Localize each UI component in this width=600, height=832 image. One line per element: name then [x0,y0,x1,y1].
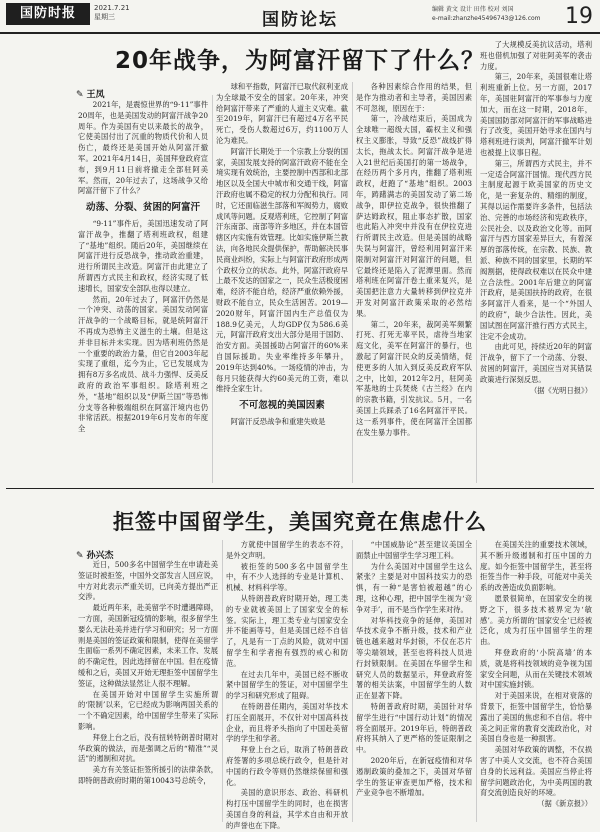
paragraph: 拜登政府的‘小院高墙’的本质，就是将科技领域的竞争视为国家安全问题，从而在关键技术领域对中国实施封锁。 [480,647,592,690]
article-separator [6,488,594,489]
article2-column-3 [356,540,472,822]
paragraph: 2020年后，在新冠疫情和对华遏制政策的叠加之下，美国对华留学生的签证审查更加严格，技术和产业竞争也不断增加。 [356,755,472,798]
section-title: 国防论坛 [262,10,338,30]
paragraph: 第一，冷战结束后，美国成为全球唯一超级大国，霸权主义和强权主义膨胀，导致“反恐”战线扩得太长，拖战太长。阿富汗战争是进入21世纪后美国打的第一场战争，在经历两个多月内，推翻了塔利班政权，赶跑了“基地”组织。2003年，踌躇满志的美国发动了第二场战争，即伊拉克战争，很快推翻了萨达姆政权，阻止事态扩散，国家也此陷入冲突中并没有在伊拉克进行所谓民主改造。但是美国的战略失误与阿富汗，曾经利用阿富汗来限制对阿富汗对阿富汗的问题，但它最终还是陷入了泥潭里面。然而塔利班在阿富汗卷土重来复兴，是美国把注意力大量转移到伊拉克并开发对阿富汗政策采取的必然结果。 [356,114,472,318]
paragraph: 第二，20年来，裁阿美军频繁打死、打死无辜平民，虐待当地家庭文化，美军在阿富汗的暴行，也激起了阿富汗民众的反美情绪，促使更多的人加入到反美反政府军队之中，比如，2012年2月，驻阿美军基地的士兵焚烧《古兰经》在内的宗教书籍，引发抗议。5月，一名美国上兵踩杀了16名阿富汗平民。这一系列事件，使在阿富汗全国都在发生暴力事件。 [356,319,472,437]
subheading: 不可忽视的美国因素 [239,400,325,412]
paragraph: 最近两年来，赴美留学不时遭遇障碍，一方面，美国新冠疫情的影响，很多留学生要么无法赴美并进行学习和研究；另一方面则是美国的签证政策和限制，使得在美留学生面临一系列不确定因素，未来工作、发展的不确定性，因此选择留在中国。但在疫情缓和之后，美国又开始无理拒签中国留学生签证，这种做法显然让人很不理解。 [78,603,218,688]
paragraph: “中国威胁论”甚至建议美国全面禁止中国留学生学习理工科。 [356,540,472,560]
paragraph: 了大规模反美抗议活动，塔利班也借机加强了对驻阿美军的袭击力度。 [480,40,592,71]
paragraph: 特朗普政府时期，美国针对华留学生进行“中国行动计划”的情况将全面展开。2019年后，特朗普政府将其纳入了更严格的签证限制之中。 [356,701,472,755]
author-name: 王凤 [86,90,105,100]
column-divider [212,95,213,483]
paragraph: 在美国开始对中国留学生实施所谓的‘限制’以来，它已经成为影响两国关系的一个不确定因素，给中国留学生带来了实际影响。 [78,689,218,731]
paragraph: 愿景很简单，在国家安全的视野之下，很多技术被界定为‘敏感’。美方所谓的‘国家安全’已经被泛化，成为打压中国留学生的理由。 [480,593,592,647]
article1-column-1 [78,100,208,483]
paragraph: 球和平指数，阿富汗已取代叙利亚成为全球最不安全的国家。20年来，冲突给阿富汗带来了严重的人道主义灾难。截至2019年，阿富汗已有超过4万名平民死亡，受伤人数超过6万，约1100万人沦为难民。 [216,82,348,145]
paragraph: 各种因素综合作用的结果，但是作为推动者和主导者，美国因素不可忽视，原因在于： [356,82,472,113]
paragraph: 拜登上台之后，取消了特朗普政府签署的多项总统行政令，但是针对中国的行政令等则仍然继续保留和强化。 [226,745,348,787]
article2-title: 拒签中国留学生，美国究竟在焦虑什么 [113,510,487,534]
article1-title: 20年战争，为阿富汗留下了什么？ [114,48,485,74]
column-divider [222,540,223,822]
weekday-text: 星期三 [94,13,115,21]
editors-text: 编辑 黄文 设计 田伟 校对 刘国 [432,6,514,13]
paragraph: 对于美国来说，在相对衰落的背景下，拒签中国留学生，恰恰暴露出了美国的焦虑和不自信。将中美之间正常的教育交流政治化，对美国自身也是一种损害。 [480,691,592,744]
paragraph: 在过去几年中，美国已经不断收紧中国留学生的签证，对中国留学生的学习和研究形成了阻碍。 [226,669,348,701]
pen-icon: ✎ [76,90,84,100]
paragraph: 然而，20年过去了，阿富汗仍然是一个冲突、动荡的国家。美国发动阿富汗战争的一个战略目标，就是统阿富汗不再成为恐怖主义滋生的土壤。但是这并非目标并未实现。因为塔利班仍然是一个重要的政治力量，但它自2003年起实现了重组，迄今为止，它已发展成为拥有8万多名成员、战斗力强悍、反美反政府的政治军事组织。除塔利班之外，“基地”组织以及“伊斯兰国”等恐怖分支等各种极端组织在阿富汗境内也仍非常活跃。根据2019年6月发布的年度全 [78,294,208,434]
article2-column-2 [226,540,348,830]
editor-info [432,5,541,23]
paragraph: 在特朗普任期内，美国对华技术打压全面展开，不仅针对中国高科技企业，而且将矛头指向了中国赴美留学的学生和学者。 [226,701,348,744]
article2-column-4 [480,540,592,822]
paragraph: 美国的意识形态、政治、科研机构打压中国留学生的同时，也在损害美国自身的利益，其学术自由和开放的声誉也在下降。 [226,788,348,830]
paragraph: 美方有关签证拒签所援引的法律条款，即特朗普政府时期的第10043号总统令， [78,765,218,785]
paragraph: 近日，500多名中国留学生在申请赴美签证时被拒签，中国外交部发言人回应说，中方对此表示严重关切，已向美方提出严正交涉。 [78,560,218,602]
paragraph: “9·11”事件后，美国迅速发动了阿富汗战争，推翻了塔利班政权，组建了“基地”组织。随后20年，美国继续在阿富汗进行反恐战争，推动政治重建，进行所谓民主改造。阿富汗由此建立了所谓西方式民主和政权，经济实现了低速增长，国家安全部队也得以建立。 [78,218,208,293]
paragraph: 阿富汗长期处于一个宗教上分裂的国家，美国发展支持的阿富汗政府不能在全境实现有效统治，主要控制中西部和北部地区以及全国大中城市和交通干线，阿富汗政府也属不稳定的权力分配和执行。同时，它还面临滋生部落和军阀势力，腐败成风等问题。反观塔利班，它控制了阿富汗东南部、南部等许多地区，并在本国管辖区内实施有效管理。比如实施伊斯兰教法，向各地民众提供保护，帮助解决民事民商业纠纷，实际上与阿富汗政府形成两个政权分立的状态。此外，阿富汗政府早上最不发达的国家之一，民众生活极度困难，经济不能自给，经济严重依赖外援，财政不能自立，民众生活困苦。2019—2020财年，阿富汗国内生产总值仅为188.9亿美元，人均GDP仅为586.6美元，阿富汗政府支出大部分是用于国防、治安方面。美国援助占阿富汗的60%来自国际援助。失业率维持多年攀升，2019年达到40%。一场疫情的冲击，为每月只能获得大约60美元的工资，难以维持全家生计。 [216,146,348,394]
paragraph: 为什么美国对中国留学生这么紧张？主要是对中国科技实力的恐惧，有一种“是害怕被超越”的心理，这种心理，把中国学生视为‘竞争对手’，而不是当作学生来对待。 [356,561,472,614]
paragraph: 拜登上台之后，没有扭转特朗普时期对华政策的做法，而是强调之后的“精准”“灵活”的遏制和对抗。 [78,732,218,764]
paragraph: 2021年，是震惊世界的“9·11”事件20周年，也是美国发动的阿富汗战争20周年。作为美国有史以来最长的战争，它使美国付出了沉重的物质代价和人员伤亡，最终还是美国开始从阿富汗撤军。2021年4月14日，美国拜登政府宣布，到9月11日前将撤走全部驻阿美军。然而，20年过去了，这场战争又给阿富汗留下了什么？ [78,100,208,196]
subheading: 动荡、分裂、贫困的阿富汗 [85,202,200,214]
page-number: 19 [565,4,593,29]
source-note: （据《新京报》） [537,799,592,809]
article1-column-4 [480,40,592,483]
source-note: （据《光明日报》） [529,385,592,395]
column-divider [476,540,477,822]
paragraph: 被拒签的500多名中国留学生中，有不少人选择的专业是计算机、机械、材料科学等。 [226,561,348,593]
paragraph: 在美国关注的重要技术领域，其不断升级遏制和打压中国的力度。如今拒签中国留学生，甚至将拒签当作一种手段，可能对中美关系的改善造成负面影响。 [480,540,592,593]
column-divider [476,82,477,483]
email-text: e-mail:zhanzhe45496743@126.com [432,15,541,22]
paragraph: 对华科技竞争的延伸，美国对华技术竞争不断升级，技术和产业链也越来越对华封锁，不仅在芯片等尖端领域，甚至也将科技人员进行封锁限制。在美国在华留学生和研究人员的数据显示，拜登政府签署的相关法案，中国留学生的人数正在显著下降。 [356,615,472,701]
paragraph: 美国对华政策的调整，不仅损害了中美人文交流，也不符合美国自身的长远利益。美国应当停止将留学问题政治化，为中美两国的教育交流创造良好的环境。 [480,745,592,798]
paragraph: 从特朗普政府时期开始，理工类的专业就被美国上了国家安全的标签。实际上，理工类专业与国家安全并不能画等号，但是美国已经不自信了，凡是有一丁点的风险，就对中国留学生和学者抱有强烈的戒心和防范。 [226,593,348,668]
issue-date [94,4,130,22]
paragraph: 第三，20年来，美国很难让塔利班重新上位。另一方面，2017年，美国驻阿富汗的军事参与力度加大，而在这一时期，2018年，美国国防部对阿富汗的军事战略进行了改变，美国开始寻求在国内与塔利班进行谈判，阿富汗撤军计划也被提上议事日程。 [480,72,592,157]
paragraph: 由此可见，持续近20年的阿富汗战争，留下了一个动荡、分裂、贫困的阿富汗，美国应当对其错误政策进行深刻反思。 [480,342,592,384]
newspaper-logo: 国防时报 [6,3,90,25]
article1-byline [76,87,105,100]
column-divider [352,540,353,822]
column-divider [352,82,353,483]
article1-column-2 [216,82,348,483]
pen-icon: ✎ [76,551,84,561]
article2-column-1 [78,560,218,822]
paragraph: 阿富汗反恐战争和重建失败是 [230,416,326,426]
article1-column-3 [356,82,472,483]
paragraph: 第三，所谓西方式民主，并不一定适合阿富汗国情。现代西方民主制度起源于欧美国家的历史文化，是一套复杂的、精细的制度，其得以运作需要许多条件，包括法治、完善的市场经济和宪政秩序，公民社会、以及政治文化等。而阿富汗与西方国家差异巨大，有着深厚的部落传统，在宗教、民族、教派、种族不同的国家里，长期的军阀割据，使得政权难以在民众中建立合法性。2001年后建立的阿富汗政府，是美国扶持的政府，在很多阿富汗人看来，是一个“外国人的政府”，缺少合法性。因此，美国试图在阿富汗推行西方式民主，注定不会成功。 [480,158,592,341]
paragraph: 方就使中国留学生的表态不符，是外交声明。 [226,540,348,560]
author-name: 孙兴杰 [86,551,114,561]
date-text: 2021.7.21 [94,4,130,12]
page-header [0,0,600,34]
